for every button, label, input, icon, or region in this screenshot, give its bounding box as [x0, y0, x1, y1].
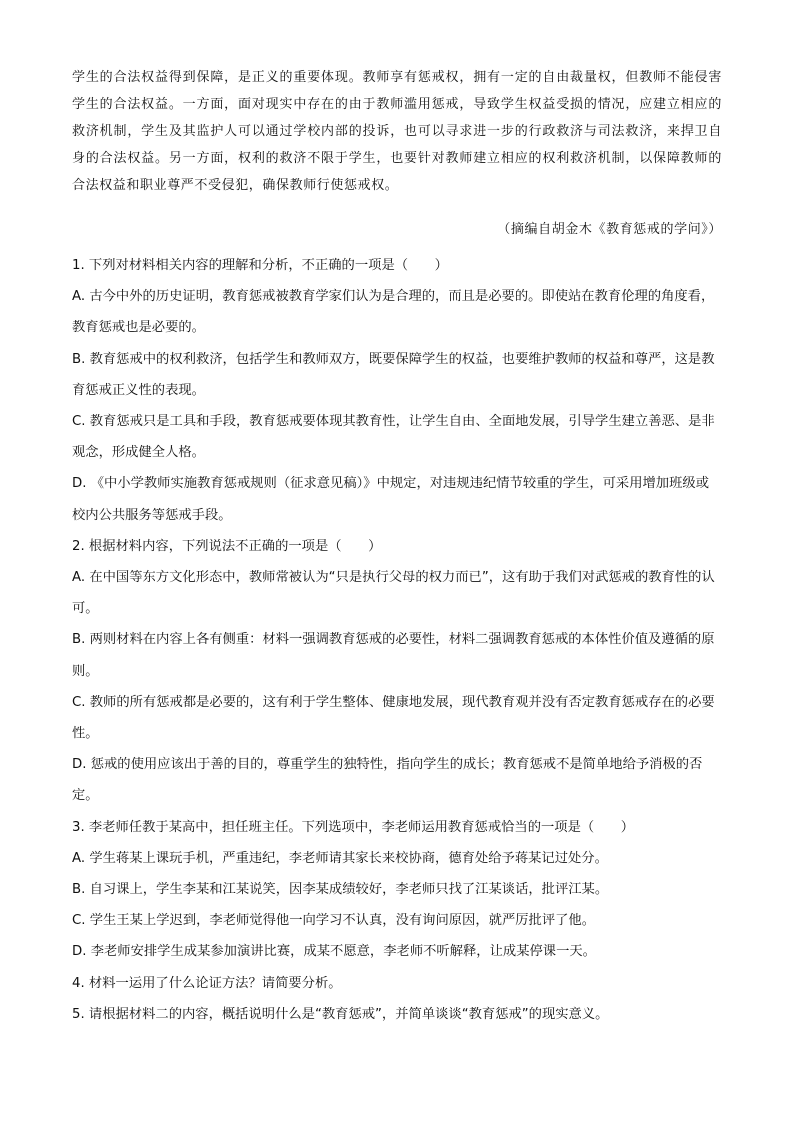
question-3-option-c: C. 学生王某上学迟到，李老师觉得他一向学习不认真，没有询问原因，就严厉批评了他。 — [72, 913, 596, 929]
question-3-option-a: A. 学生蒋某上课玩手机，严重违纪，李老师请其家长来校协商，德育处给予蒋某记过处分。 — [72, 850, 608, 866]
question-2-option-d: D. 惩戒的使用应该出于善的目的，尊重学生的独特性，指向学生的成长；教育惩戒不是简单地给予消极的否定。 — [72, 757, 703, 804]
question-3-stem: 3. 李老师任教于某高中，担任班主任。下列选项中，李老师运用教育惩戒恰当的一项是（ ） — [72, 819, 635, 835]
question-1-option-d: D. 《中小学教师实施教育惩戒规则（征求意见稿）》中规定，对违规违纪情节较重的学生，可采用增加班级或校内公共服务等惩戒手段。 — [72, 476, 709, 523]
question-2-option-c: C. 教师的所有惩戒都是必要的，这有利于学生整体、健康地发展，现代教育观并没有否定教育惩戒存在的必要性。 — [72, 694, 715, 742]
passage-source: （摘编自胡金木《教育惩戒的学问》） — [497, 222, 722, 237]
question-5-stem: 5. 请根据材料二的内容，概括说明什么是“教育惩戒”，并简单谈谈“教育惩戒”的现实意义。 — [72, 1006, 609, 1022]
question-4-stem: 4. 材料一运用了什么论证方法？请简要分析。 — [72, 975, 342, 991]
question-3-option-b: B. 自习课上，学生李某和江某说笑，因李某成绩较好，李老师只找了江某谈话，批评江某。 — [72, 882, 609, 898]
question-1-stem: 1. 下列对材料相关内容的理解和分析，不正确的一项是（ ） — [72, 258, 448, 273]
question-1-option-c: C. 教育惩戒只是工具和手段，教育惩戒要体现其教育性，让学生自由、全面地发展，引导学生建立善恶、是非观念，形成健全人格。 — [72, 414, 715, 461]
question-list — [72, 250, 722, 1030]
question-2-option-b: B. 两则材料在内容上各有侧重：材料一强调教育惩戒的必要性，材料二强调教育惩戒的本体性价值及遵循的原则。 — [72, 632, 715, 679]
question-2-stem: 2. 根据材料内容，下列说法不正确的一项是（ ） — [72, 538, 382, 554]
passage-paragraph: 学生的合法权益得到保障，是正义的重要体现。教师享有惩戒权，拥有一定的自由裁量权，但教师不能侵害学生的合法权益。一方面，面对现实中存在的由于教师滥用惩戒，导致学生权益受损的情况，应建立相应的救济机制，学生及其监护人可以通过学校内部的投诉，也可以寻求进一步的行政救济与司法救济，来捍卫自身的合法权益。另一方面，权利的救济不限于学生，也要针对教师建立相应的权利救济机制，以保障教师的合法权益和职业尊严不受侵犯，确保教师行使惩戒权。 — [72, 70, 722, 193]
question-1-option-b: B. 教育惩戒中的权利救济，包括学生和教师双方，既要保障学生的权益，也要维护教师的权益和尊严，这是教育惩戒正义性的表现。 — [72, 351, 715, 398]
question-1-option-a: A. 古今中外的历史证明，教育惩戒被教育学家们认为是合理的，而且是必要的。即使站在教育伦理的角度看，教育惩戒也是必要的。 — [72, 289, 715, 336]
question-2-option-a: A. 在中国等东方文化形态中，教师常被认为“只是执行父母的权力而已”，这有助于我们对武惩戒的教育性的认可。 — [72, 570, 715, 617]
question-3-option-d: D. 李老师安排学生成某参加演讲比赛，成某不愿意，李老师不听解释，让成某停课一天。 — [72, 944, 596, 960]
